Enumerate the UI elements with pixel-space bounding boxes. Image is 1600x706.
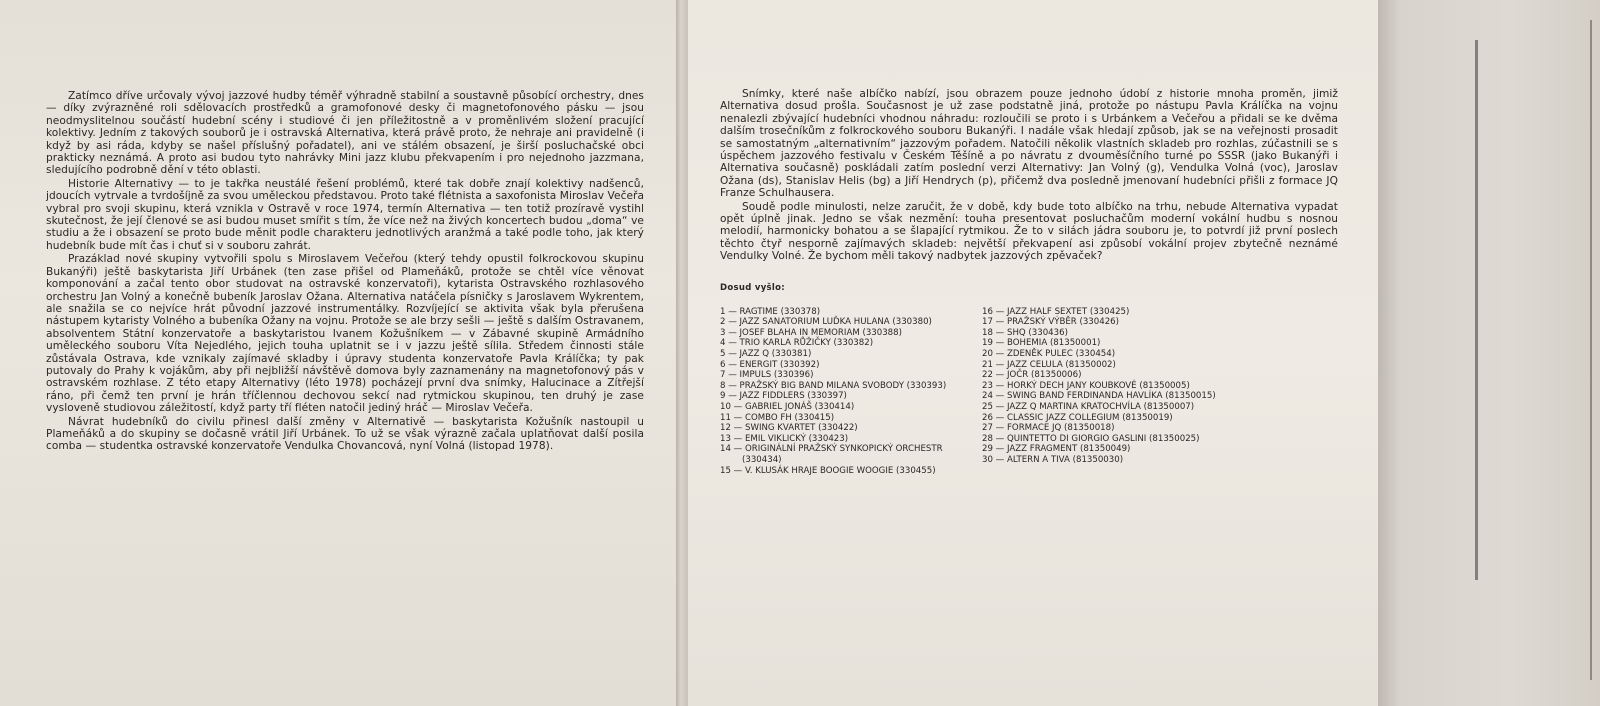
catalog-item: 29 — JAZZ FRAGMENT (81350049) <box>982 444 1131 455</box>
catalog-item: 14 — ORIGINÁLNÍ PRAŽSKÝ SYNKOPICKÝ ORCHESTR (330434) <box>720 444 943 465</box>
catalog-item: 2 — JAZZ SANATORIUM LUĎKA HULANA (330380) <box>720 317 932 328</box>
catalog-item: 3 — JOSEF BLAHA IN MEMORIAM (330388) <box>720 327 902 338</box>
catalog-item: 12 — SWING KVARTET (330422) <box>720 423 858 434</box>
left-page <box>0 0 680 706</box>
catalog-item: 9 — JAZZ FIDDLERS (330397) <box>720 391 847 402</box>
catalog-item: 10 — GABRIEL JONÁŠ (330414) <box>720 402 855 413</box>
catalog-item: 25 — JAZZ Q MARTINA KRATOCHVÍLA (81350007) <box>982 402 1195 413</box>
left-paragraph-2: Historie Alternativy — to je takřka neustálé řešení problémů, které tak dobře znají kolektivy nadšenců, jdoucích vytrvale a tvrdošíjně za svou uměleckou představou. Proto také flétnista a saxofonista Miroslav Večeřa vybral pro svoji skupinu, která vznikla v Ostravě v roce 1974, termín Alternativa — ten totiž prozíravě vystihl skutečnost, že její členové se asi budou muset smířit s tím, že více než na živých koncertech budou „doma“ ve studiu a že i obsazení se proto bude měnit podle charakteru jednotlivých aranžmá a také podle toho, jak který hudebník bude mít čas i chuť si v souboru zahrát. <box>46 177 644 252</box>
catalog-item: 28 — QUINTETTO DI GIORGIO GASLINI (81350025) <box>982 433 1200 444</box>
center-fold <box>676 0 688 706</box>
catalog-column-1 <box>720 307 970 477</box>
left-paragraph-1: Zatímco dříve určovaly vývoj jazzové hudby téměř výhradně stabilní a soustavně působící orchestry, dnes — díky zvýrazněné roli sdělovacích prostředků a gramofonové desky či magnetofonového pásku — jsou neodmyslitelnou součástí hudební scény i studiové či jen příležitostně a v proměnlivém složení pracující kolektivy. Jedním z takových souborů je i ostravská Alternativa, která právě proto, že nehraje ani pravidelně (i když by asi ráda, kdyby se našel příslušný pořadatel), ani ve stálém obsazení, je širší posluchačské obci prakticky neznámá. A proto asi budou tyto nahrávky Mini jazz klubu překvapením i pro nejednoho jazzmana, sledujícího podrobně dění v této oblasti. <box>46 90 644 177</box>
catalog-item: 13 — EMIL VIKLICKÝ (330423) <box>720 433 849 444</box>
catalog-item: 8 — PRAŽSKÝ BIG BAND MILANA SVOBODY (330393) <box>720 380 947 391</box>
catalog-item: 24 — SWING BAND FERDINANDA HAVLÍKA (81350015) <box>982 391 1216 402</box>
sleeve-border-line <box>1590 20 1592 680</box>
right-paragraph-2: Soudě podle minulosti, nelze zaručit, že v době, kdy bude toto albíčko na trhu, nebude Alternativa vypadat opět úplně jinak. Jedno se však nezmění: touha presentovat posluchačům moderní vokální hudbu s nosnou melodií, harmonicky bohatou a se šlapající rytmikou. Že to v silách jádra souboru je, to potvrdí již první poslech těchto čtyř nesporně zajímavých skladeb: největší překvapení asi způsobí vokální projev zbytečně neznámé Vendulky Volné. Že bychom měli takový nadbytek jazzových zpěvaček? <box>720 200 1338 263</box>
catalog-item: 15 — V. KLUSÁK HRAJE BOOGIE WOOGIE (330455) <box>720 465 936 476</box>
catalog-item: 11 — COMBO FH (330415) <box>720 412 835 423</box>
sleeve-edge <box>1378 0 1600 706</box>
catalog-item: 20 — ZDENĚK PULEC (330454) <box>982 349 1116 360</box>
catalog-item: 22 — JOČR (81350006) <box>982 370 1082 381</box>
catalog-item: 19 — BOHEMIA (81350001) <box>982 338 1101 349</box>
catalog-item: 27 — FORMACE JQ (81350018) <box>982 423 1115 434</box>
catalog-item: 7 — IMPULS (330396) <box>720 370 814 381</box>
catalog-item: 18 — SHQ (330436) <box>982 327 1068 338</box>
catalog-column-2 <box>982 307 1232 477</box>
catalog-item: 4 — TRIO KARLA RŮŽIČKY (330382) <box>720 338 874 349</box>
catalog-list <box>720 307 1338 477</box>
catalog-item: 21 — JAZZ CELULA (81350002) <box>982 359 1116 370</box>
sleeve-crease-line <box>1475 40 1478 580</box>
catalog-item: 30 — ALTERN A TIVA (81350030) <box>982 455 1124 465</box>
catalog-item: 26 — CLASSIC JAZZ COLLEGIUM (81350019) <box>982 412 1173 423</box>
right-page <box>688 0 1378 706</box>
right-paragraph-1: Snímky, které naše albíčko nabízí, jsou obrazem pouze jednoho údobí z historie mnoha proměn, jimiž Alternativa dosud prošla. Současnost je už zase podstatně jiná, protože po nástupu Pavla Králíčka na vojnu nenalezli zbývající hudebníci vhodnou náhradu: rozloučili se proto i s Urbánkem a Večeřou a přidali se ke dvěma dalším trosečníkům z folkrockového souboru Bukanýři. I nadále však hledají způsob, jak se na veřejnosti prosadit se samostatným „alternativním“ jazzovým pořadem. Natočili několik vlastních skladeb pro rozhlas, zúčastnili se s úspěchem jazzového festivalu v Českém Těšíně a po návratu z dvouměsíčního turné po SSSR (jako Bukanýři i Alternativa současně) poskládali zatím poslední verzi Alternativy: Jan Volný (g), Vendulka Volná (voc), Jaroslav Ožana (ds), Stanislav Helis (bg) a Jiří Hendrych (p), přičemž dva posledně jmenovaní hudebníci přišli z formace JQ Franze Schulhausera. <box>720 88 1338 200</box>
left-paragraph-3: Prazáklad nové skupiny vytvořili spolu s Miroslavem Večeřou (který tehdy opustil folkrockovou skupinu Bukanýři) ještě baskytarista Jiří Urbánek (ten zase přišel od Plameňáků, protože se chtěl více věnovat komponování a začal tento obor studovat na ostravské konzervatoři), kytarista Ostravského rozhlasového orchestru Jan Volný a konečně bubeník Jaroslav Ožana. Alternativa natáčela písničky s Jaroslavem Wykrentem, ale snažila se co nejvíce hrát původní jazzové instrumentálky. Rozvíjející se aktivita však byla přerušena nástupem kytaristy Volného a bubeníka Ožany na vojnu. Protože se ale brzy sešli — ještě s dalším Ostravanem, absolventem Státní konzervatoře a baskytaristou Ivanem Kožušníkem — v Zábavné skupině Armádního uměleckého souboru Víta Nejedlého, jejich touha uplatnit se i v jazzu ještě sílila. Středem činnosti stále zůstávala Ostrava, kde vznikaly zajímavé skladby i úpravy studenta konzervatoře Pavla Králíčka; ty pak putovaly do Prahy k vojákům, aby při nejbližší návštěvě domova byly zaznamenány na magnetofonový pás v ostravském rozhlase. Z této etapy Alternativy (léto 1978) pocházejí první dva snímky, Halucinace a Zítřejší ráno, při čemž ten první je hrán tříčlennou dechovou sekcí nad rytmickou skupinou, ten druhý je zase vysloveně studiovou záležitostí, když party tří fléten natočil jediný hráč — Miroslav Večeřa. <box>46 253 644 415</box>
catalog-item: 17 — PRAŽSKÝ VÝBĚR (330426) <box>982 317 1119 328</box>
catalog-item: 6 — ENERGIT (330392) <box>720 359 820 370</box>
catalog-item: 1 — RAGTIME (330378) <box>720 306 821 317</box>
catalog-item: 23 — HORKÝ DECH JANY KOUBKOVÉ (81350005) <box>982 380 1190 391</box>
catalog-heading: Dosud vyšlo: <box>720 282 785 293</box>
catalog-item: 16 — JAZZ HALF SEXTET (330425) <box>982 306 1130 317</box>
left-paragraph-4: Návrat hudebníků do civilu přinesl další změny v Alternativě — baskytarista Kožušník nastoupil u Plameňáků a do skupiny se dočasně vrátil Jiří Urbánek. To už se však výrazně začala uplatňovat další posila comba — studentka ostravské konzervatoře Vendulka Chovancová, nyní Volná (listopad 1978). <box>46 415 644 453</box>
catalog-item: 5 — JAZZ Q (330381) <box>720 349 812 360</box>
